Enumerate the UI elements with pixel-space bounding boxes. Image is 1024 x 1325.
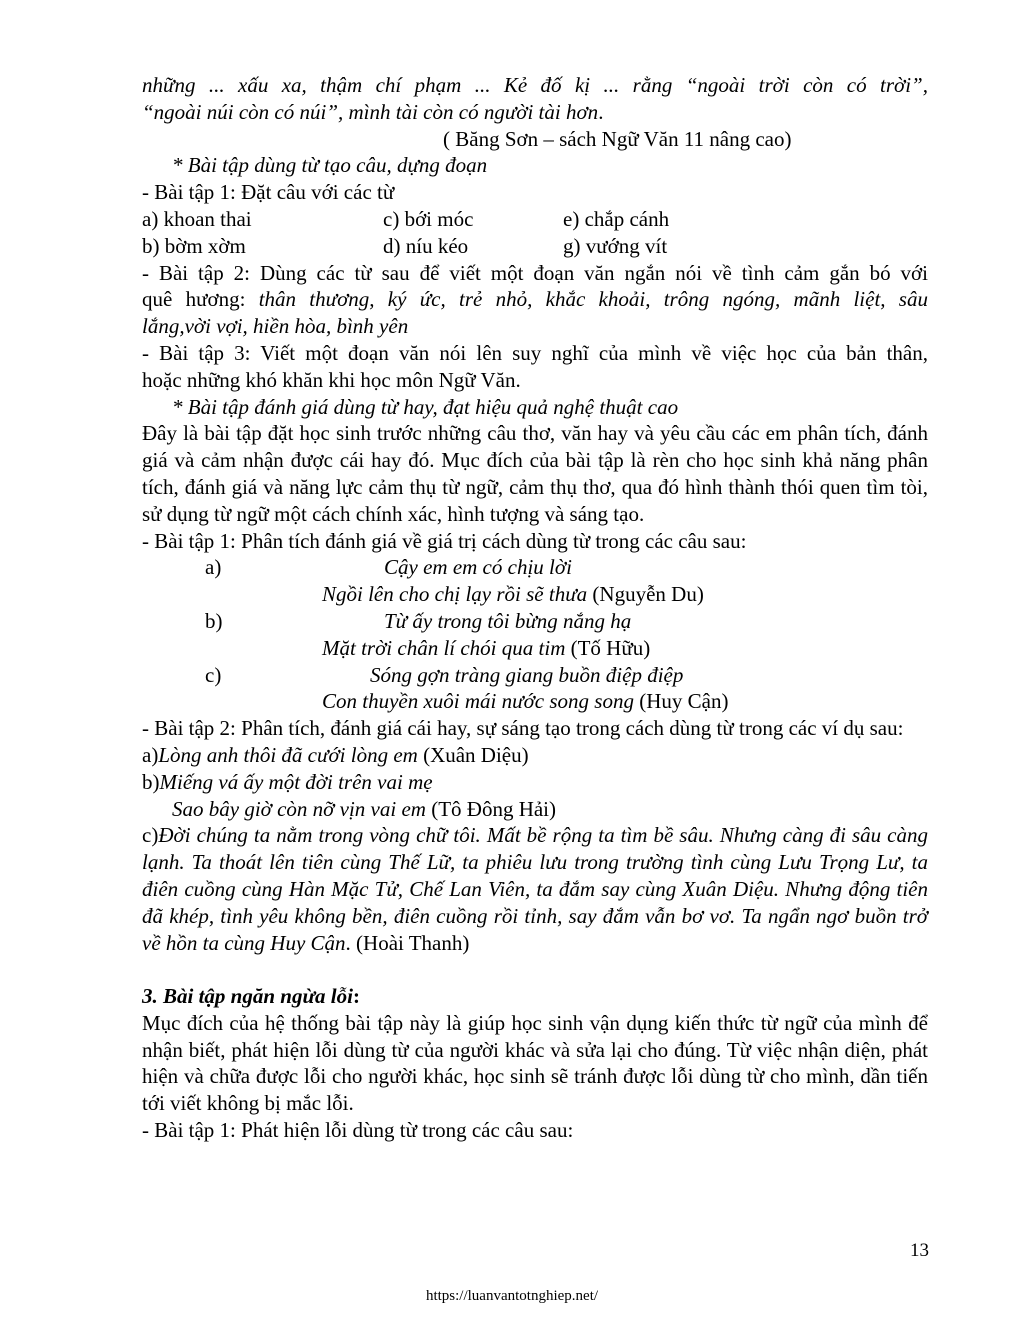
text-line: những ... xấu xa, thậm chí phạm ... Kẻ đố kị ... rằng “ngoài trời còn có trời”, <box>142 73 928 97</box>
example-label: a) <box>142 742 159 767</box>
poem-line: Cậy em em có chịu lời <box>384 555 572 580</box>
poem-a <box>142 554 928 608</box>
section-title-text: 3. Bài tập ngăn ngừa lỗi <box>142 984 353 1009</box>
poem-line: Con thuyền xuôi mái nước song song <box>322 689 634 714</box>
section-heading: * Bài tập đánh giá dùng từ hay, đạt hiệu quả nghệ thuật cao <box>172 394 679 419</box>
exercise-line: - Bài tập 3: Viết một đoạn văn nói lên suy nghĩ của mình về việc học của bản thân, <box>142 340 928 365</box>
poem-author: (Huy Cận) <box>633 689 729 714</box>
poem-line: Sóng gợn tràng giang buồn điệp điệp <box>370 662 684 687</box>
document-body <box>142 72 928 1144</box>
example-author: (Tô Đông Hải) <box>425 796 557 821</box>
exercise-line: - Bài tập 1: Đặt câu với các từ <box>142 180 395 205</box>
plain-text: quê hương: <box>142 287 259 312</box>
italic-text: Đời chúng ta nằm trong vòng chữ tôi. Mất bề rộng ta tìm bề sâu. Nhưng càng đi sâu càng lạnh. Ta thoát lên tiên cùng Thế Lữ, ta phiêu lưu trong trường tình cùng Lưu Trọng Lư, ta điên cuồng cùng Hàn Mặc Tử, Chế Lan Viên, ta đắm say cùng Xuân Diệu. Nhưng động tiên đã khép, tình yêu không bền, điên cuồng rồi tỉnh, say đắm vẫn bơ vơ. Ta ngẩn ngơ buồn trở về hồn ta cùng Huy Cận <box>142 823 928 955</box>
italic-text: Lòng anh thôi đã cưới lòng em <box>158 742 418 767</box>
word-option: a) khoan thai <box>142 206 252 231</box>
word-option: b) bờm xờm <box>142 233 246 258</box>
footer-url[interactable]: https://luanvantotnghiep.net/ <box>425 1288 599 1304</box>
example-label: b) <box>142 769 160 794</box>
exercise-line: - Bài tập 2: Phân tích, đánh giá cái hay, sự sáng tạo trong cách dùng từ trong các ví dụ sau: <box>142 716 904 741</box>
word-option: d) níu kéo <box>383 233 469 258</box>
italic-text: Miếng vá ấy một đời trên vai mẹ <box>159 769 433 794</box>
page-number: 13 <box>910 1240 929 1261</box>
exercise-line: - Bài tập 2: Dùng các từ sau để viết một đoạn văn ngắn nói về tình cảm gắn bó với <box>142 260 928 285</box>
poem-b <box>142 608 928 662</box>
example-b <box>142 769 928 796</box>
poem-c <box>142 662 928 716</box>
exercise-line: - Bài tập 1: Phát hiện lỗi dùng từ trong các câu sau: <box>142 1118 574 1143</box>
example-author: . (Hoài Thanh) <box>345 930 470 955</box>
poem-label: b) <box>205 608 223 633</box>
poem-line: Mặt trời chân lí chói qua tim <box>322 635 566 660</box>
exercise-line <box>142 286 928 313</box>
example-label: c) <box>142 823 159 848</box>
italic-text: thân thương, ký ức, trẻ nhỏ, khắc khoải, trông ngóng, mãnh liệt, sâu <box>258 287 928 312</box>
example-author: (Xuân Diệu) <box>417 742 529 767</box>
example-c <box>142 822 928 956</box>
section-title <box>142 983 928 1010</box>
exercise-line: - Bài tập 1: Phân tích đánh giá về giá trị cách dùng từ trong các câu sau: <box>142 528 747 553</box>
text-line <box>142 99 928 126</box>
word-option: g) vướng vít <box>563 233 668 258</box>
punctuation: . <box>598 99 604 124</box>
word-options-row <box>142 206 928 233</box>
word-options-row <box>142 233 928 260</box>
poem-line: Từ ấy trong tôi bừng nắng hạ <box>384 608 632 633</box>
word-option: c) bới móc <box>383 206 474 231</box>
paragraph: Đây là bài tập đặt học sinh trước những câu thơ, văn hay và yêu cầu các em phân tích, đánh giá và cảm nhận được cái hay đó. Mục đích của bài tập là rèn cho học sinh khả năng phân tích, đánh giá và năng lực cảm thụ từ ngữ, cảm thụ thơ, qua đó hình thành thói quen tìm tòi, sử dụng từ ngữ một cách chính xác, hình tượng và sáng tạo. <box>142 421 928 526</box>
poem-author: (Nguyễn Du) <box>587 582 704 607</box>
exercise-line: hoặc những khó khăn khi học môn Ngữ Văn. <box>142 367 521 392</box>
source-citation: ( Băng Sơn – sách Ngữ Văn 11 nâng cao) <box>443 126 792 151</box>
poem-label: a) <box>205 555 222 580</box>
poem-label: c) <box>205 662 222 687</box>
italic-text: Sao bây giờ còn nỡ vịn vai em <box>172 796 426 821</box>
example-b-line2 <box>142 796 928 823</box>
poem-line: Ngồi lên cho chị lạy rồi sẽ thưa <box>322 582 588 607</box>
example-a <box>142 742 928 769</box>
section-heading: * Bài tập dùng từ tạo câu, dựng đoạn <box>172 153 488 178</box>
word-option: e) chắp cánh <box>563 206 670 231</box>
exercise-line: lắng,vời vợi, hiền hòa, bình yên <box>142 314 409 339</box>
poem-author: (Tố Hữu) <box>565 635 651 660</box>
italic-text: “ngoài núi còn có núi”, mình tài còn có người tài hơn <box>142 99 599 124</box>
punctuation: : <box>352 984 360 1009</box>
paragraph: Mục đích của hệ thống bài tập này là giúp học sinh vận dụng kiến thức từ ngữ của mình để nhận biết, phát hiện lỗi dùng từ của người khác và sửa lại cho đúng. Từ việc nhận diện, phát hiện và chữa được lỗi cho người khác, học sinh sẽ tránh được lỗi dùng từ cho mình, dần tiến tới viết không bị mắc lỗi. <box>142 1010 928 1116</box>
